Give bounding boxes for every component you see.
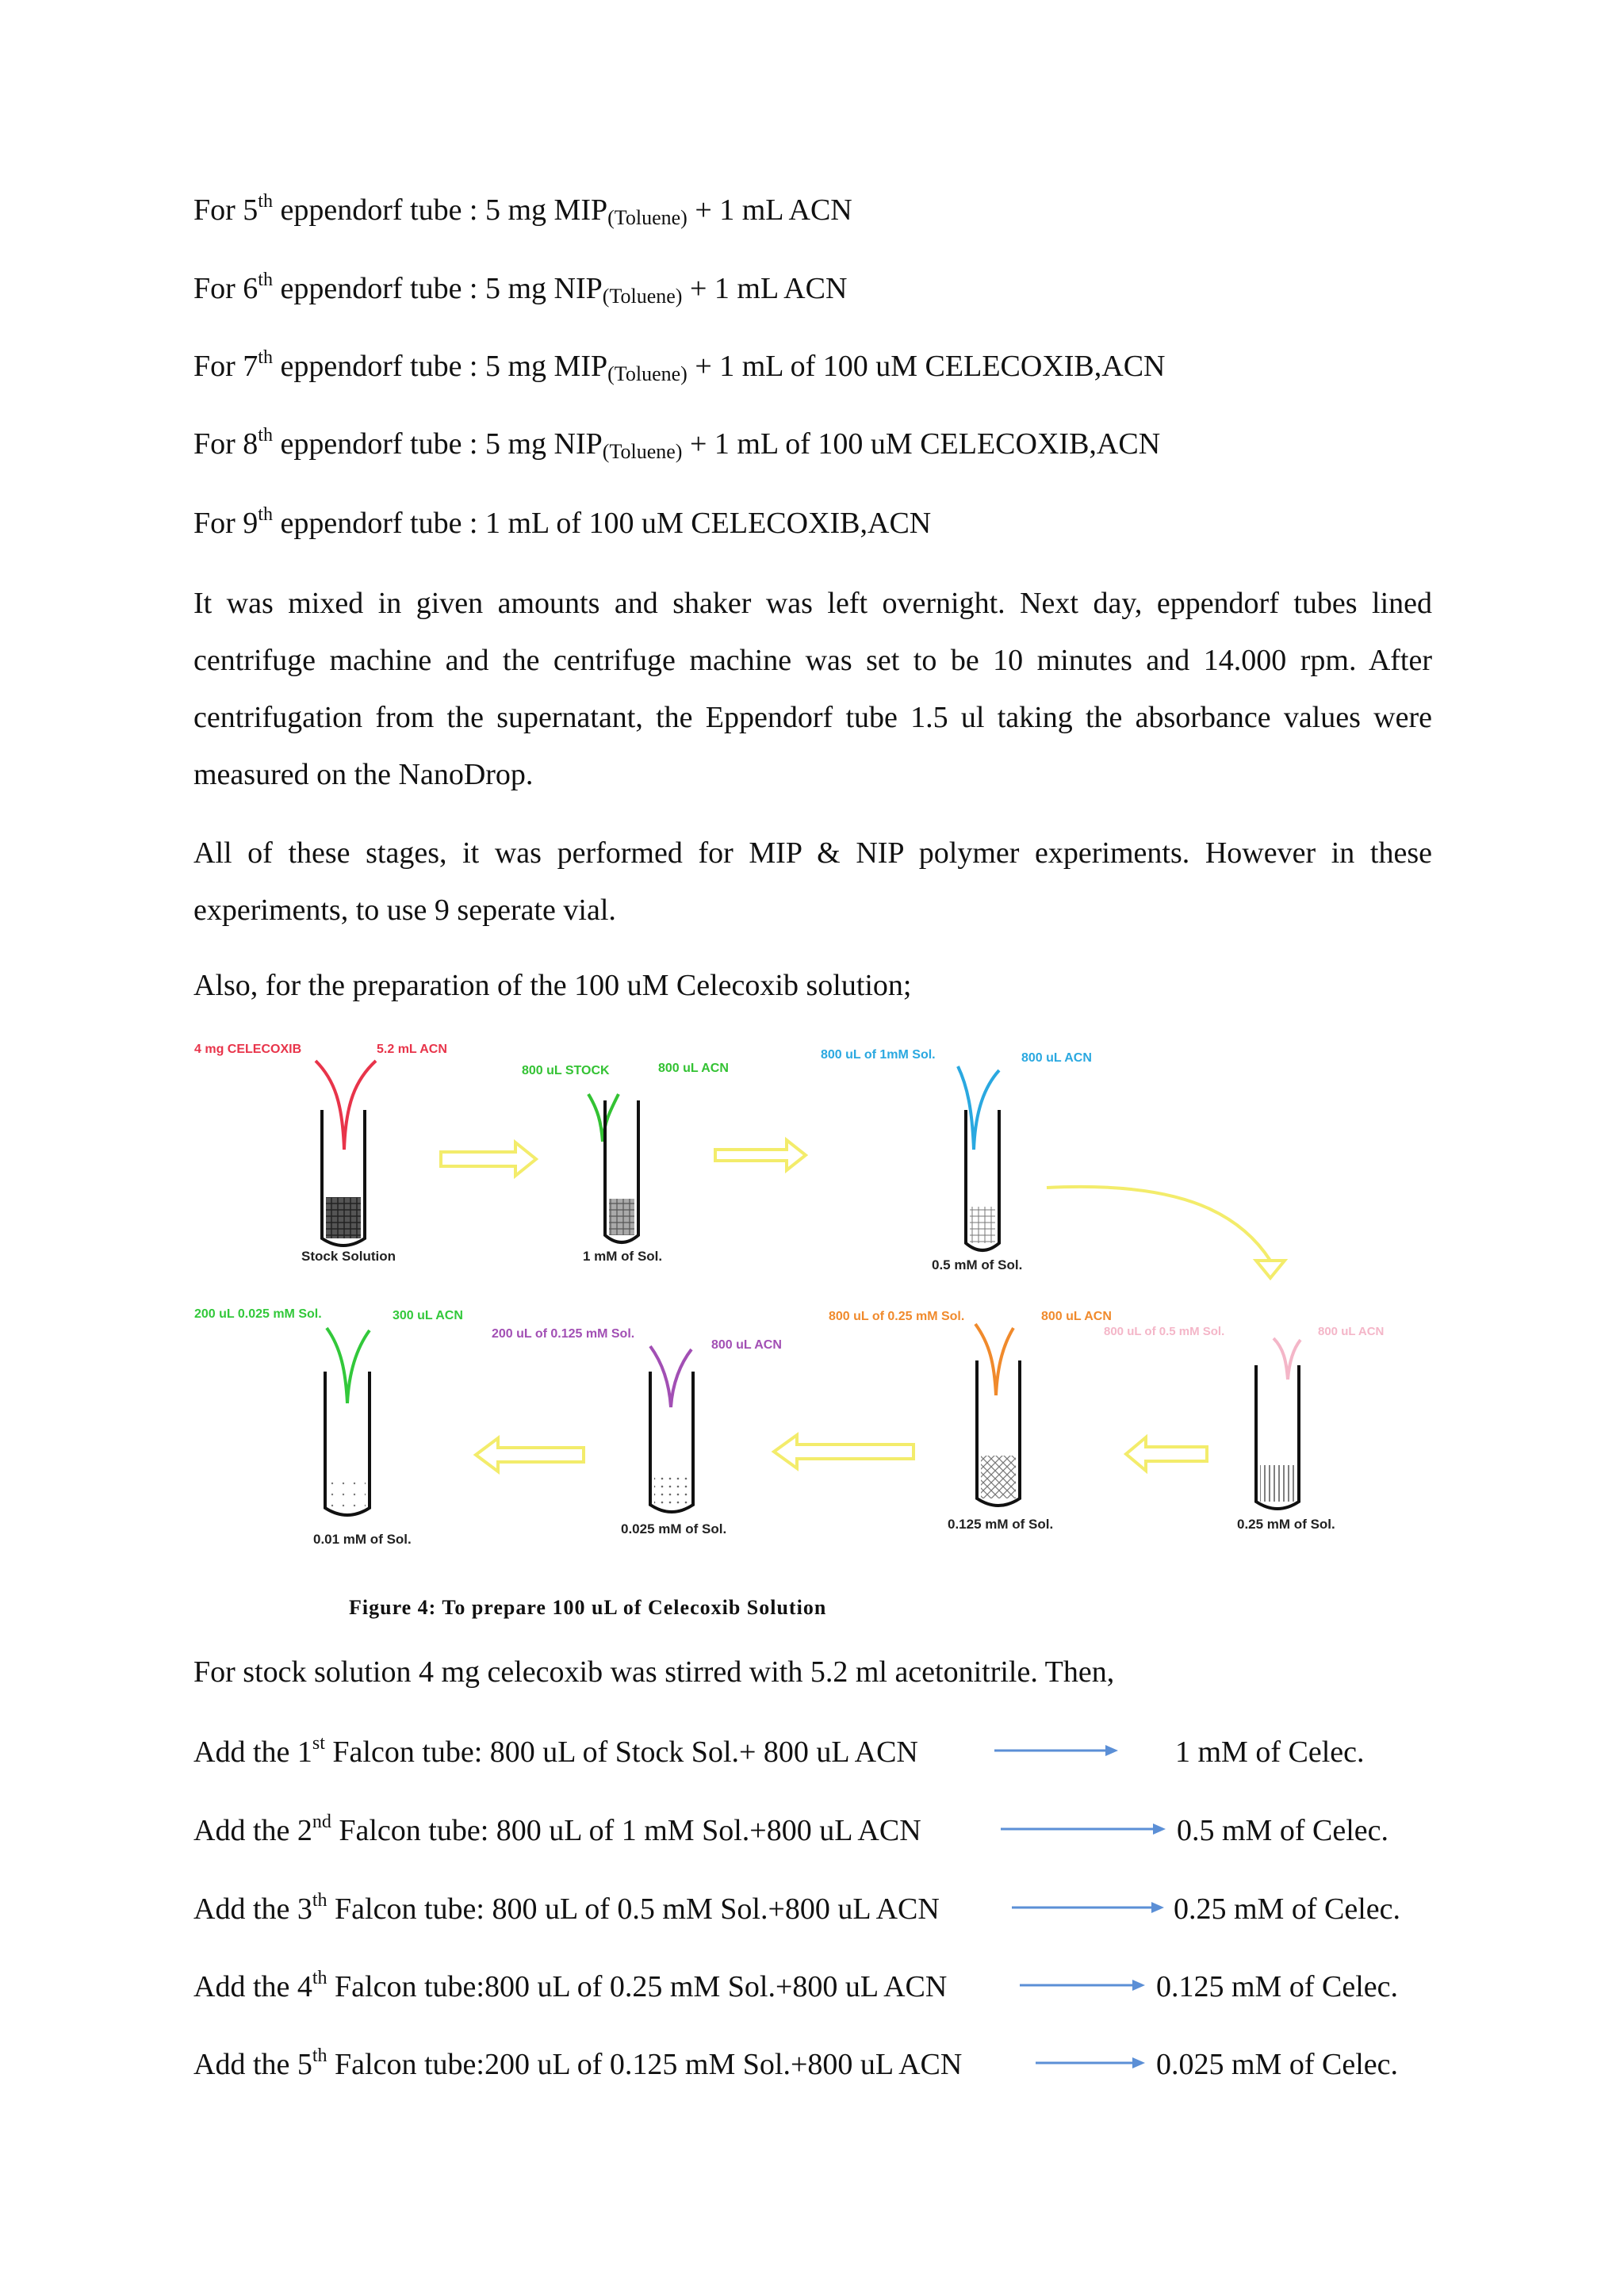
step-prefix: Add the 4 xyxy=(193,1970,312,2003)
tube-0-25mM xyxy=(1104,1325,1384,1532)
ordinal-suffix: th xyxy=(258,270,273,290)
tube-0-5mM xyxy=(821,1048,1092,1272)
step-result: 1 mM of Celec. xyxy=(1175,1735,1365,1769)
ordinal-suffix: th xyxy=(258,504,273,525)
tube-label-solvent: 800 uL ACN xyxy=(1041,1310,1112,1323)
line-rest: + 1 mL ACN xyxy=(687,193,852,227)
step-text xyxy=(193,1813,921,1848)
arrow-right-1 xyxy=(441,1142,536,1176)
tube-liquid xyxy=(981,1456,1016,1498)
tube-label-solvent: 5.2 mL ACN xyxy=(377,1043,447,1056)
tube-stock-solution xyxy=(194,1043,447,1264)
tube-label-solvent: 800 uL ACN xyxy=(658,1062,729,1075)
tube-label-reagent: 800 uL of 0.25 mM Sol. xyxy=(829,1310,965,1323)
pipette-orange xyxy=(975,1324,1013,1395)
tube-liquid xyxy=(326,1197,361,1238)
step-result: 0.5 mM of Celec. xyxy=(1177,1814,1389,1847)
pipette-blue xyxy=(958,1066,999,1150)
right-arrow-icon xyxy=(1036,2047,1147,2079)
step-prefix: Add the 2 xyxy=(193,1814,312,1847)
tube-1mM xyxy=(522,1062,729,1264)
step-prefix: Add the 5 xyxy=(193,2048,312,2081)
tube-label-result: 0.01 mM of Sol. xyxy=(313,1532,412,1547)
tube-liquid xyxy=(1260,1465,1295,1502)
step-result: 0.125 mM of Celec. xyxy=(1156,1970,1399,2003)
step-body: Falcon tube: 800 uL of Stock Sol.+ 800 uL ACN xyxy=(324,1735,918,1769)
step-body: Falcon tube: 800 uL of 1 mM Sol.+800 uL ACN xyxy=(331,1814,921,1847)
tube-label-reagent: 800 uL STOCK xyxy=(522,1064,610,1077)
arrow-right-2 xyxy=(715,1140,806,1170)
tube-line-8 xyxy=(193,425,1161,463)
line-mid: eppendorf tube : 5 mg MIP xyxy=(272,350,608,383)
falcon-step-2 xyxy=(193,1813,1462,1851)
tube-0-125mM xyxy=(829,1310,1112,1532)
solvent-subscript: (Toluene) xyxy=(602,440,683,463)
tube-label-solvent: 800 uL ACN xyxy=(711,1338,782,1352)
pipette-pink xyxy=(1274,1338,1300,1380)
tube-label-result: 0.5 mM of Sol. xyxy=(932,1257,1023,1272)
arrow-left-2 xyxy=(774,1435,914,1468)
tube-liquid xyxy=(329,1475,366,1508)
tube-0-01mM xyxy=(194,1307,463,1547)
solvent-subscript: (Toluene) xyxy=(607,362,688,385)
right-arrow-icon xyxy=(1020,1969,1147,2001)
pipette-red xyxy=(316,1061,376,1150)
step-body: Falcon tube:800 uL of 0.25 mM Sol.+800 uL ACN xyxy=(327,1970,948,2003)
falcon-step-1 xyxy=(193,1735,1462,1773)
tube-line-6 xyxy=(193,270,848,308)
tube-liquid xyxy=(609,1199,634,1235)
line-prefix: For 9 xyxy=(193,507,259,540)
tube-label-result: 0.25 mM of Sol. xyxy=(1237,1517,1335,1532)
line-mid: eppendorf tube : 5 mg NIP xyxy=(272,427,603,461)
tube-label-result: 1 mM of Sol. xyxy=(583,1249,663,1264)
dilution-diagram xyxy=(182,1023,1483,1554)
ordinal-suffix: th xyxy=(312,1968,327,1988)
line-rest: + 1 mL of 100 uM CELECOXIB,ACN xyxy=(687,350,1166,383)
preparation-intro: Also, for the preparation of the 100 uM Celecoxib solution; xyxy=(193,969,912,1002)
figure-caption: Figure 4: To prepare 100 uL of Celecoxib Solution xyxy=(349,1596,827,1619)
ordinal-suffix: th xyxy=(312,1890,327,1911)
ordinal-suffix: nd xyxy=(312,1812,331,1832)
tube-liquid xyxy=(970,1207,995,1243)
falcon-step-4 xyxy=(193,1969,1462,2007)
step-text xyxy=(193,1892,940,1927)
arrow-curve-down xyxy=(1047,1187,1270,1261)
procedure-paragraph: It was mixed in given amounts and shaker was left overnight. Next day, eppendorf tubes lined centrifuge machine and the centrifuge machine was set to be 10 minutes and 14.000 rpm. After centrifugation from the supernatant, the Eppendorf tube 1.5 ul taking the absorbance values were measured on the NanoDrop. xyxy=(193,587,1432,791)
stock-solution-text: For stock solution 4 mg celecoxib was stirred with 5.2 ml acetonitrile. Then, xyxy=(193,1655,1115,1689)
tube-label-result: 0.025 mM of Sol. xyxy=(621,1521,727,1536)
line-prefix: For 5 xyxy=(193,193,259,227)
arrow-left-1 xyxy=(1126,1437,1207,1471)
step-text xyxy=(193,2047,962,2082)
right-arrow-icon xyxy=(1012,1892,1166,1923)
arrow-left-3 xyxy=(476,1438,584,1471)
right-arrow-icon xyxy=(994,1735,1121,1766)
line-mid: eppendorf tube : 5 mg NIP xyxy=(272,272,603,305)
tube-0-025mM xyxy=(492,1327,782,1536)
solvent-subscript: (Toluene) xyxy=(607,206,688,229)
ordinal-suffix: th xyxy=(258,347,273,368)
tube-label-result: 0.125 mM of Sol. xyxy=(948,1517,1054,1532)
tube-line-7 xyxy=(193,347,1166,385)
step-text xyxy=(193,1969,947,2004)
step-result: 0.25 mM of Celec. xyxy=(1174,1892,1401,1926)
tube-label-reagent: 4 mg CELECOXIB xyxy=(194,1043,302,1056)
tube-label-reagent: 200 uL 0.025 mM Sol. xyxy=(194,1307,322,1321)
pipette-green-final xyxy=(327,1328,370,1403)
stages-paragraph: All of these stages, it was performed for MIP & NIP polymer experiments. However in these experiments, to use 9 seperate vial. xyxy=(193,836,1432,927)
step-text xyxy=(193,1735,918,1770)
tube-liquid xyxy=(654,1473,689,1505)
line-mid: eppendorf tube : 1 mL of 100 uM CELECOXIB,ACN xyxy=(272,507,932,540)
line-rest: + 1 mL of 100 uM CELECOXIB,ACN xyxy=(682,427,1161,461)
solvent-subscript: (Toluene) xyxy=(602,285,683,308)
ordinal-suffix: th xyxy=(258,425,273,446)
falcon-step-5 xyxy=(193,2047,1462,2085)
tube-label-reagent: 800 uL of 0.5 mM Sol. xyxy=(1104,1325,1225,1338)
tube-label-solvent: 300 uL ACN xyxy=(393,1309,463,1322)
tube-line-9 xyxy=(193,504,932,540)
tube-line-5 xyxy=(193,191,852,229)
step-body: Falcon tube: 800 uL of 0.5 mM Sol.+800 uL ACN xyxy=(327,1892,940,1926)
tube-label-solvent: 800 uL ACN xyxy=(1318,1325,1385,1338)
tube-label-reagent: 200 uL of 0.125 mM Sol. xyxy=(492,1327,635,1341)
line-rest: + 1 mL ACN xyxy=(682,272,848,305)
falcon-step-3 xyxy=(193,1892,1462,1930)
step-result: 0.025 mM of Celec. xyxy=(1156,2048,1399,2081)
ordinal-suffix: th xyxy=(312,2045,327,2066)
tube-label-result: Stock Solution xyxy=(301,1249,396,1264)
step-body: Falcon tube:200 uL of 0.125 mM Sol.+800 uL ACN xyxy=(327,2048,963,2081)
line-mid: eppendorf tube : 5 mg MIP xyxy=(272,193,608,227)
step-prefix: Add the 1 xyxy=(193,1735,312,1769)
ordinal-suffix: th xyxy=(258,191,273,212)
tube-label-reagent: 800 uL of 1mM Sol. xyxy=(821,1048,936,1062)
arrow-curve-head xyxy=(1256,1261,1285,1278)
step-prefix: Add the 3 xyxy=(193,1892,312,1926)
pipette-purple xyxy=(650,1346,691,1407)
tube-label-solvent: 800 uL ACN xyxy=(1021,1051,1092,1065)
line-prefix: For 7 xyxy=(193,350,259,383)
line-prefix: For 6 xyxy=(193,272,259,305)
line-prefix: For 8 xyxy=(193,427,259,461)
right-arrow-icon xyxy=(1001,1813,1167,1845)
ordinal-suffix: st xyxy=(312,1733,325,1754)
